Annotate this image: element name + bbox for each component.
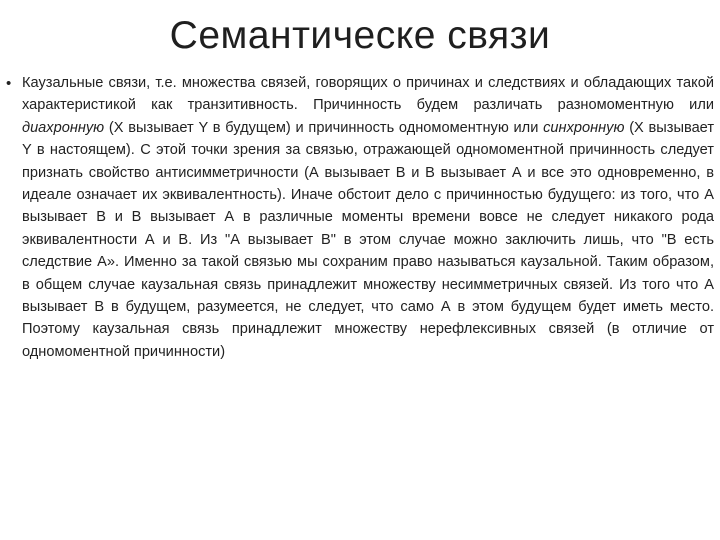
bullet-marker: •	[6, 75, 12, 92]
term-synchronic: синхронную	[543, 119, 625, 136]
slide-title: Семантическе связи	[169, 14, 551, 57]
term-diachronic: диахронную	[22, 119, 105, 136]
paragraph-text-3: (X вызывает Y в настоящем). С этой точки зрения за связью, отражающей одномоментной причинность следует признать свойство антисимметричности (А вызывает В и В вызывает А и все это одновременно, в идеале означает их эквивалентность). Иначе обстоит дело с причинностью будущего: из того, что А вызывает В и В вызывает А в различные моменты времени вовсе не следует никакого рода эквивалентности А и В. Из "А вызывает В" в этом случае можно заключить лишь, что "В есть следствие А». Именно за такой связью мы сохраним право называться каузальной. Таким образом, в общем случае каузальная связь принадлежит множеству несимметричных связей. Из того что А вызывает В в будущем, разумеется, не следует, что само А в этом будущем будет иметь место. Поэтому каузальная связь принадлежит множеству нерефлексивных связей (в отличие от одномоментной причинности)	[22, 119, 714, 360]
paragraph-text-2: (X вызывает Y в будущем) и причинность одномоментную или	[104, 119, 544, 136]
slide-body	[6, 72, 714, 363]
bullet-paragraph	[22, 72, 714, 363]
paragraph-text-1: Каузальные связи, т.е. множества связей, говорящих о причинах и следствиях и обладающих такой характеристикой как транзитивность. Причинность будем различать разномоментную или	[22, 75, 714, 114]
bullet-item	[6, 72, 714, 363]
